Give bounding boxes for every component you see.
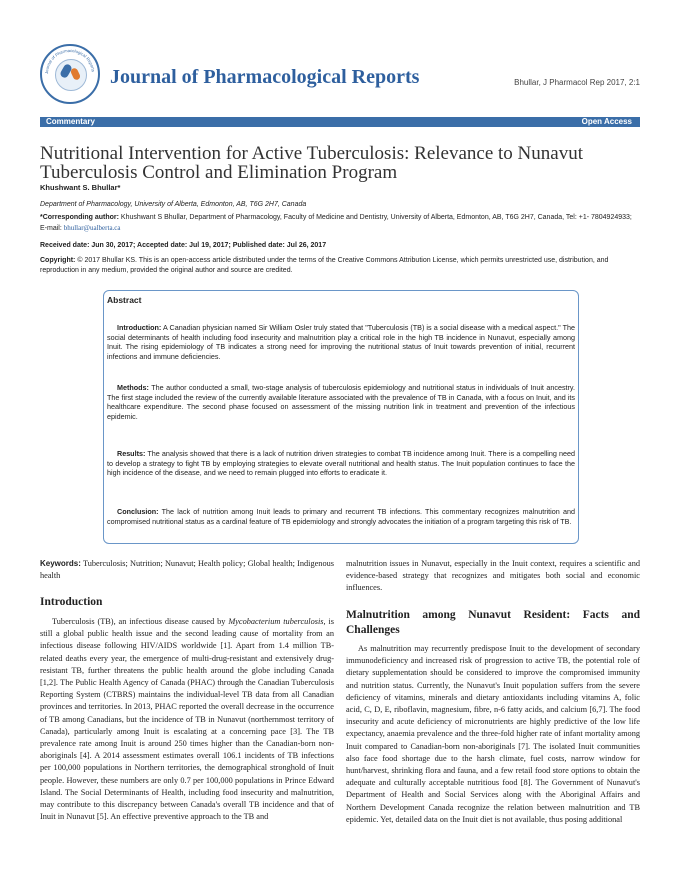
malnutrition-heading: Malnutrition among Nunavut Resident: Facts and Challenges [346, 609, 640, 636]
copyright [40, 256, 640, 276]
malnutrition-section [346, 608, 640, 638]
keywords-label: Keywords: [40, 559, 81, 568]
intro-species-name: Mycobacterium tuberculosis [228, 617, 324, 626]
keywords-text: Tuberculosis; Nutrition; Nunavut; Health policy; Global health; Indigenous health [40, 559, 334, 581]
journal-title[interactable]: Journal of Pharmacological Reports [110, 66, 420, 88]
corresponding-text: Khushwant S Bhullar, Department of Pharmacology, Faculty of Medicine and Dentistry, University of Alberta, Edmonton, AB, T6G 2H7, Canada, Tel: +1- 7804924933; E-mail: [40, 214, 632, 232]
abstract-box [103, 290, 579, 544]
abstract-introduction-label: Introduction: [117, 323, 162, 332]
continued-text: malnutrition issues in Nunavut, especially in the Inuit context, requires a scientific and evidence-based strategy that recognizes and mitigates both social and economic influences. [346, 559, 640, 593]
malnutrition-text: As malnutrition may recurrently predispose Inuit to the development of secondary immunodeficiency and increased risk of progression to active TB, the potential role of dietary supplementation should be considered to improve the compromised immunity and nutrition status. Currently, the Nunavut's Inuit population suffers from the severe deficiency of vitamins, minerals and dietary antioxidants including vitamins A, folic acid, C, D, E, riboflavin, magnesium, fibre, n-6 fatty acids, and calcium [6,7]. The food insecurity and acute deficiency of micronutrients are highly predictive of the low life expectancy, anaemia prevalence and the three-fold higher rate of infant mortality among Inuit compared to Canadian-born non-aboriginals [7]. The isolated Inuit communities also face food shortage due to the harsh climate, fuel costs, narrow window for hunt/harvest, shrinking flora and fauna, and a few retail food store options to obtain the adequate and culturally acceptable nutritious food [8]. The Government of Nunavut's Department of Health and Social Services along with the Aboriginal Affairs and Northern Development Canada recognize the relation between malnutrition and TB epidemic. Yet, detailed data on the Inuit diet is not available, thus posing additional [346, 644, 640, 824]
journal-header [40, 44, 640, 114]
publication-dates: Received date: Jun 30, 2017; Accepted date: Jul 19, 2017; Published date: Jul 26, 2017 [40, 242, 327, 249]
continued-paragraph [346, 558, 640, 595]
abstract-introduction [107, 323, 575, 361]
copyright-text: © 2017 Bhullar KS. This is an open-access article distributed under the terms of the Creative Commons Attribution License, which permits unrestricted use, distribution, and reproduction in any medium, provided the original author and source are credited. [40, 257, 609, 274]
corresponding-label: *Corresponding author: [40, 214, 119, 221]
intro-text-start: Tuberculosis (TB), an infectious disease caused by [52, 617, 226, 626]
author-name: Khushwant S. Bhullar* [40, 183, 121, 192]
abstract-conclusion-label: Conclusion: [117, 507, 159, 516]
citation: Bhullar, J Pharmacol Rep 2017, 2:1 [514, 78, 640, 87]
introduction-section [40, 595, 334, 610]
abstract-methods-text: The author conducted a small, two-stage analysis of tuberculosis epidemiology and nutritional status in individuals of Inuit ancestry. The first stage included the review of the currently available literature associated with the prevalence of TB in Canada, with a focus on Inuit, and its healthcare expenditure. The second phase focused on assessment of the missing nutrition link in treatment and prevention of the infectious epidemic. [107, 383, 575, 421]
article-title: Nutritional Intervention for Active Tuberculosis: Relevance to Nunavut Tuberculosis Control and Elimination Program [40, 143, 583, 183]
author-email-link[interactable]: bhullar@ualberta.ca [63, 224, 121, 232]
affiliation: Department of Pharmacology, University of Alberta, Edmonton, AB, T6G 2H7, Canada [40, 201, 307, 208]
abstract-results-label: Results: [117, 449, 146, 458]
introduction-heading: Introduction [40, 596, 103, 608]
abstract-methods-label: Methods: [117, 383, 149, 392]
article-type-bar [40, 117, 640, 127]
abstract-results-text: The analysis showed that there is a lack of nutrition driven strategies to combat TB incidence among Inuit. There is a compelling need to develop a strategy to fight TB by employing strategies to elevate overall nutritional and health status. The Inuit population continues to face the high incidence of the disease, and we need to remain plugged into efforts to eradicate it. [107, 449, 575, 478]
malnutrition-paragraph [346, 643, 640, 826]
abstract-heading: Abstract [107, 295, 142, 305]
abstract-introduction-text: A Canadian physician named Sir William Osler truly stated that "Tuberculosis (TB) is a social disease with a medical aspect." The social determinants of health including food insecurity and malnutrition play a critical role in the high TB incidence in Nunavut, especially among Inuit. The rising epidemiology of TB indicates a strong need for improving the nutritional status of Inuit towards prevention of initial, recurrent infections and immune deficiencies. [107, 323, 576, 361]
corresponding-author [40, 213, 640, 234]
logo-ring-label: Journal of Pharmacological Reports [43, 47, 96, 75]
introduction-paragraph [40, 616, 334, 823]
abstract-conclusion [107, 507, 575, 526]
journal-logo [40, 44, 100, 104]
abstract-conclusion-text: The lack of nutrition among Inuit leads to primary and recurrent TB infections. This commentary recognizes malnutrition and compromised nutritional status as a cardinal feature of TB epidemiology and strongly advocates the initiation of a program targeting this risk of TB. [107, 507, 575, 526]
intro-text-body: , is still a global public health issue and the second leading cause of mortality from an infectious disease following HIV/AIDS worldwide [1]. Apart from 1.4 million TB-related deaths every year, the emergence of multi-drug-resistant and extensively drug-resistant TB, further threatens the public health around the globe including Canada [1,2]. The Public Health Agency of Canada (PHAC) through the Canadian Tuberculosis Reporting System (CTBRS) maintains the individual-level TB data from all Canadian provinces and territories. In 2013, PHAC reported the overall decrease in the occurrence of TB among Canadians, but the incidence of TB in Nunavut (northernmost territory of Canada), particularly among Inuit is escalating at a concerning pace [3]. The TB prevalence rate among Inuit is around 250 times higher than the Canadian-born non-aboriginals [4]. A 2014 assessment estimates overall 106.1 incidents of TB infections per 100,000 populations in Northern territories, the demographical stronghold of Inuit people. However, these numbers are only 0.7 per 100,000 populations in Prince Edward Island. The Social Determinants of Health, including food insecurity and malnutrition, may contribute to this discrepancy between Canada's overall TB incidence and that of Inuit in Nunavut [5]. An effective preventive approach to the TB and [40, 617, 335, 822]
copyright-label: Copyright: [40, 257, 76, 264]
keywords [40, 558, 334, 582]
open-access-label: Open Access [581, 117, 632, 126]
article-type-label: Commentary [46, 117, 95, 126]
abstract-results [107, 449, 575, 478]
abstract-methods [107, 383, 575, 421]
